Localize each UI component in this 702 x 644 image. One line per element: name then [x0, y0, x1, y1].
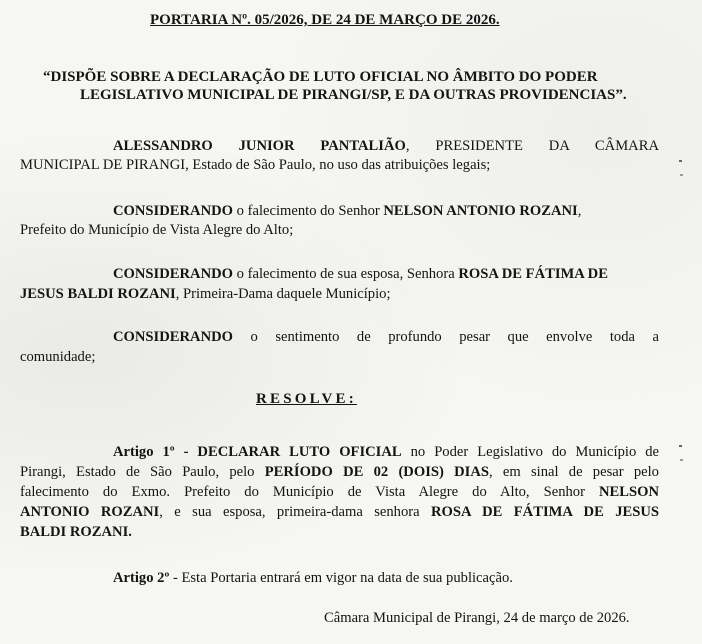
- consider2-name-part1: ROSA DE FÁTIMA DE: [458, 266, 608, 282]
- consider1-name: NELSON ANTONIO ROZANI: [383, 203, 578, 219]
- scan-mark-2: [680, 174, 683, 176]
- preamble-title: , PRESIDENTE DA CÂMARA: [405, 138, 659, 154]
- consider1-keyword: CONSIDERANDO: [113, 203, 234, 219]
- consider1-comma: ,: [577, 203, 582, 219]
- scan-mark-4: [680, 459, 683, 461]
- artigo2-label: Artigo 2º: [113, 570, 170, 586]
- artigo1-text-3a: falecimento do Exmo. Prefeito do Município de Vista Alegre do Alto, Senhor: [20, 484, 599, 500]
- consider2-name-part2: JESUS BALDI ROZANI: [20, 286, 176, 302]
- consider2-keyword: CONSIDERANDO: [113, 266, 234, 282]
- scan-mark-3: [679, 445, 682, 447]
- consider2-text: o falecimento de sua esposa, Senhora: [233, 266, 459, 282]
- consider2-text-2: , Primeira-Dama daquele Município;: [175, 286, 391, 302]
- consider3-text: o sentimento de profundo pesar que envolve toda a: [233, 329, 659, 345]
- resolve-heading: RESOLVE:: [256, 391, 357, 407]
- artigo1-line-3: [20, 483, 659, 501]
- subject-line-1: “DISPÕE SOBRE A DECLARAÇÃO DE LUTO OFICIAL NO ÂMBITO DO PODER: [43, 69, 598, 85]
- preamble-line-2: MUNICIPAL DE PIRANGI, Estado de São Paulo, no uso das atribuições legais;: [20, 157, 491, 173]
- consider1-line-2: Prefeito do Município de Vista Alegre do Alto;: [20, 222, 294, 238]
- document-title: PORTARIA Nº. 05/2026, DE 24 DE MARÇO DE 2026.: [150, 12, 500, 28]
- preamble-line-1: [113, 137, 659, 155]
- subject-line-2: LEGISLATIVO MUNICIPAL DE PIRANGI/SP, E DA OUTRAS PROVIDENCIAS”.: [80, 87, 627, 103]
- artigo1-name-baldi: BALDI ROZANI.: [20, 524, 132, 540]
- consider2-line-1: [113, 265, 608, 283]
- artigo1-name-antonio: ANTONIO ROZANI: [20, 504, 160, 520]
- artigo2-line: [113, 569, 513, 587]
- artigo1-line-5: [20, 523, 132, 541]
- artigo1-line-1: [113, 443, 659, 461]
- consider1-text: o falecimento do Senhor: [233, 203, 384, 219]
- consider3-keyword: CONSIDERANDO: [113, 329, 234, 345]
- artigo1-name-rosa: ROSA DE FÁTIMA DE JESUS: [430, 504, 659, 520]
- artigo1-period: PERÍODO DE 02 (DOIS) DIAS: [264, 464, 489, 480]
- scan-mark-1: [679, 160, 682, 162]
- artigo2-text: - Esta Portaria entrará em vigor na data de sua publicação.: [169, 570, 513, 586]
- consider1-line-1: [113, 202, 581, 220]
- artigo1-text-2c: , em sinal de pesar pelo: [488, 464, 659, 480]
- artigo1-text-4b: , e sua esposa, primeira-dama senhora: [159, 504, 431, 520]
- consider3-line-1: [113, 328, 659, 346]
- artigo1-line-2: [20, 463, 659, 481]
- consider3-line-2: comunidade;: [20, 349, 96, 365]
- artigo1-name-nelson: NELSON: [598, 484, 659, 500]
- president-name: ALESSANDRO JUNIOR PANTALIÃO: [113, 138, 406, 154]
- artigo1-text-2a: Pirangi, Estado de São Paulo, pelo: [20, 464, 265, 480]
- artigo1-text-1: no Poder Legislativo do Município de: [401, 444, 659, 460]
- closing-place-date: Câmara Municipal de Pirangi, 24 de março de 2026.: [324, 610, 630, 626]
- consider2-line-2: [20, 285, 391, 303]
- artigo1-line-4: [20, 503, 659, 521]
- artigo1-label: Artigo 1º - DECLARAR LUTO OFICIAL: [113, 444, 402, 460]
